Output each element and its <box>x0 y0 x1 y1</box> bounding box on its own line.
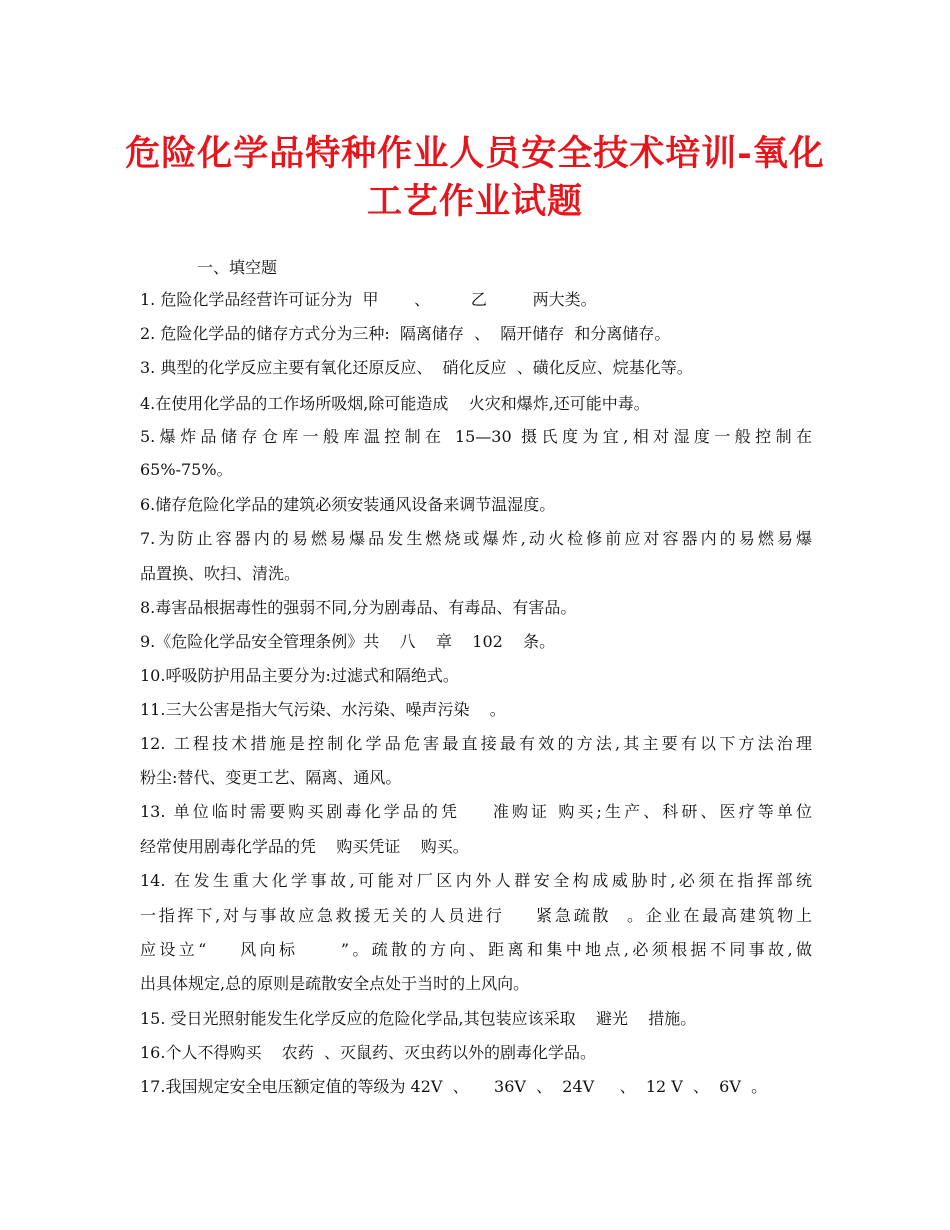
question-3: 3. 典型的化学反应主要有氧化还原反应、 硝化反应 、磺化反应、烷基化等。 <box>140 358 693 377</box>
question-14-line-1: 14. 在发生重大化学事故,可能对厂区内外人群安全构成威胁时,必须在指挥部统 <box>140 871 812 890</box>
question-4: 4.在使用化学品的工作场所吸烟,除可能造成 火灾和爆炸,还可能中毒。 <box>140 394 650 413</box>
question-2: 2. 危险化学品的储存方式分为三种: 隔离储存 、 隔开储存 和分离储存。 <box>140 324 671 343</box>
document-title-line-2: 工艺作业试题 <box>366 181 583 222</box>
question-9: 9.《危险化学品安全管理条例》共 八 章 102 条。 <box>140 632 556 651</box>
question-15: 15. 受日光照射能发生化学反应的危险化学品,其包装应该采取 避光 措施。 <box>140 1009 697 1028</box>
question-14-line-3: 应设立“ 风向标 ”。疏散的方向、距离和集中地点,必须根据不同事故,做 <box>140 940 812 959</box>
document-title-line-1: 危险化学品特种作业人员安全技术培训-氧化 <box>125 133 825 174</box>
question-14-line-2: 一指挥下,对与事故应急救援无关的人员进行 紧急疏散 。企业在最高建筑物上 <box>140 906 812 925</box>
question-12-line-1: 12. 工程技术措施是控制化学品危害最直接最有效的方法,其主要有以下方法治理 <box>140 734 812 753</box>
question-10: 10.呼吸防护用品主要分为:过滤式和隔绝式。 <box>140 666 459 685</box>
question-13-line-2: 经常使用剧毒化学品的凭 购买凭证 购买。 <box>140 837 469 856</box>
question-1: 1. 危险化学品经营许可证分为 甲 、 乙 两大类。 <box>140 290 597 309</box>
question-14-line-4: 出具体规定,总的原则是疏散安全点处于当时的上风向。 <box>140 974 530 993</box>
question-17: 17.我国规定安全电压额定值的等级为 42V 、 36V 、 24V 、 12 V 、 6V 。 <box>140 1077 768 1096</box>
question-5-line-2: 65%-75%。 <box>140 460 233 479</box>
question-11: 11.三大公害是指大气污染、水污染、噪声污染 。 <box>140 700 506 719</box>
question-7-line-2: 品置换、吹扫、清洗。 <box>140 564 301 583</box>
question-5-line-1: 5.爆炸品储存仓库一般库温控制在 15—30 摄氏度为宜,相对湿度一般控制在 <box>140 427 812 446</box>
question-12-line-2: 粉尘:替代、变更工艺、隔离、通风。 <box>140 768 402 787</box>
question-7-line-1: 7.为防止容器内的易燃易爆品发生燃烧或爆炸,动火检修前应对容器内的易燃易爆 <box>140 529 812 548</box>
section-heading: 一、填空题 <box>197 258 278 277</box>
question-16: 16.个人不得购买 农药 、灭鼠药、灭虫药以外的剧毒化学品。 <box>140 1043 596 1062</box>
question-8: 8.毒害品根据毒性的强弱不同,分为剧毒品、有毒品、有害品。 <box>140 598 577 617</box>
question-13-line-1: 13. 单位临时需要购买剧毒化学品的凭 准购证 购买;生产、科研、医疗等单位 <box>140 802 812 821</box>
question-6: 6.储存危险化学品的建筑必须安装通风设备来调节温湿度。 <box>140 495 556 514</box>
